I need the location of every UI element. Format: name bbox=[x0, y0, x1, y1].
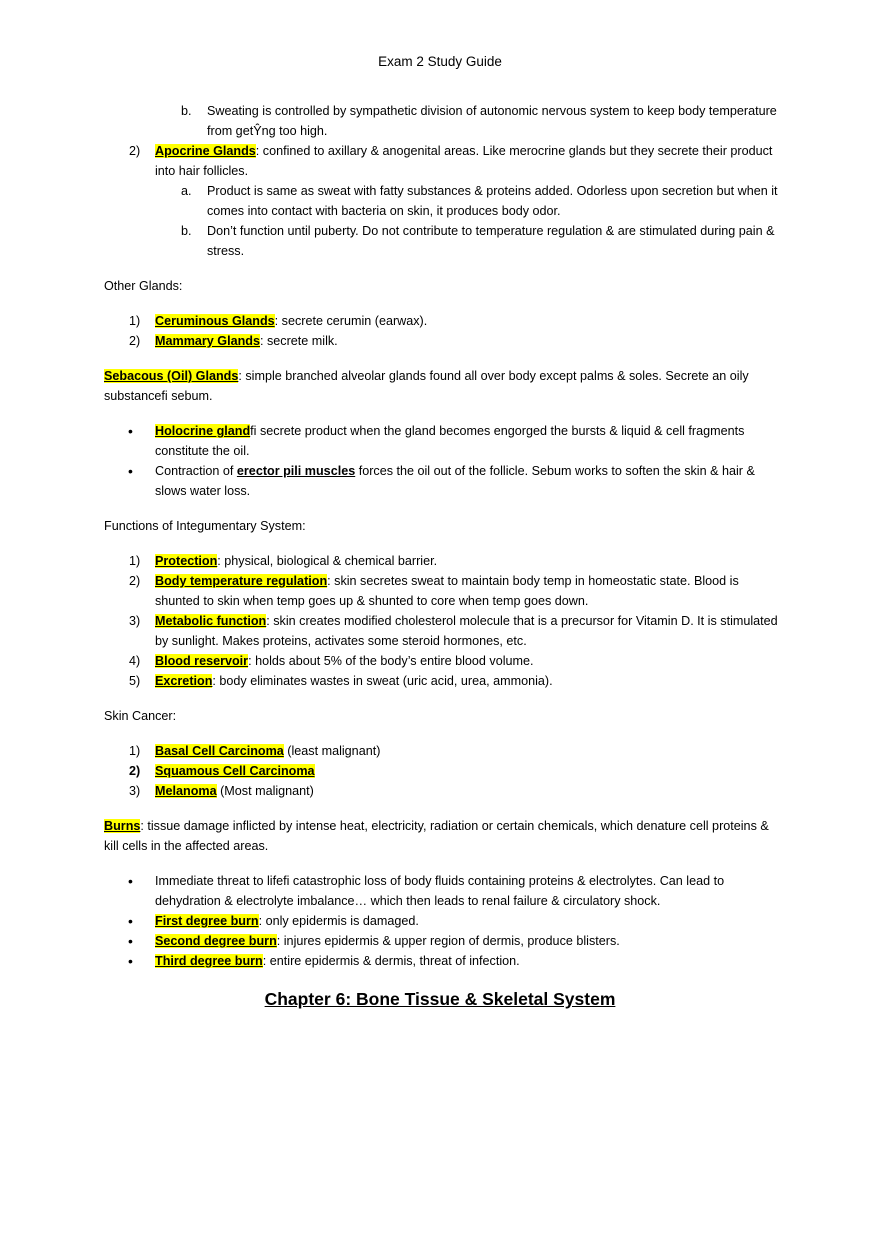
list-marker: 2) bbox=[129, 334, 141, 348]
list-item bbox=[104, 221, 784, 261]
term: Excretion bbox=[155, 674, 213, 688]
bullet-item bbox=[104, 421, 784, 461]
term-sebaceous-glands: Sebacous (Oil) Glands bbox=[104, 369, 239, 383]
section-heading-functions: Functions of Integumentary System: bbox=[104, 519, 306, 533]
paragraph-text: : simple branched alveolar glands found all over body except palms & soles. Secrete an oily substanceﬁ sebum. bbox=[104, 369, 749, 403]
term: Melanoma bbox=[155, 784, 217, 798]
list-marker: 4) bbox=[129, 654, 141, 668]
list-item bbox=[104, 611, 784, 651]
term: Mammary Glands bbox=[155, 334, 260, 348]
list-marker: 3) bbox=[129, 784, 141, 798]
list-item bbox=[104, 331, 784, 351]
bullet-icon: • bbox=[128, 913, 133, 929]
bullet-icon: • bbox=[128, 423, 133, 439]
term-burns: Burns bbox=[104, 819, 141, 833]
list-marker: b. bbox=[181, 104, 192, 118]
list-item bbox=[104, 671, 784, 691]
term: Squamous Cell Carcinoma bbox=[155, 764, 315, 778]
list-item bbox=[104, 651, 784, 671]
list-marker: 1) bbox=[129, 314, 141, 328]
bullet-item bbox=[104, 951, 784, 971]
list-item-text: (Most malignant) bbox=[216, 784, 314, 798]
list-item-text: : confined to axillary & anogenital areas. Like merocrine glands but they secrete their product into hair follicles. bbox=[155, 144, 773, 178]
list-item bbox=[104, 761, 784, 781]
list-item bbox=[104, 741, 784, 761]
list-marker: b. bbox=[181, 224, 192, 238]
list-item-apocrine bbox=[104, 141, 784, 181]
list-marker: 1) bbox=[129, 554, 141, 568]
bullet-icon: • bbox=[128, 873, 133, 889]
bullet-icon: • bbox=[128, 463, 133, 479]
term: Second degree burn bbox=[155, 934, 277, 948]
term: Basal Cell Carcinoma bbox=[155, 744, 284, 758]
paragraph-sebaceous bbox=[104, 366, 784, 406]
term-holocrine-gland: Holocrine gland bbox=[155, 424, 251, 438]
list-item-text: : skin secretes sweat to maintain body temp in homeostatic state. Blood is shunted to skin when temp goes up & shunted to core when temp goes down. bbox=[155, 574, 739, 608]
term: Blood reservoir bbox=[155, 654, 249, 668]
list-item-text: (least malignant) bbox=[283, 744, 381, 758]
term-erector-pili-muscles: erector pili muscles bbox=[236, 464, 356, 478]
bullet-item bbox=[104, 871, 784, 911]
bullet-text: : only epidermis is damaged. bbox=[258, 914, 419, 928]
list-item bbox=[104, 181, 784, 221]
list-item bbox=[104, 571, 784, 611]
bullet-text: : entire epidermis & dermis, threat of infection. bbox=[262, 954, 520, 968]
section-heading-other-glands: Other Glands: bbox=[104, 279, 183, 293]
list-item-text: Sweating is controlled by sympathetic division of autonomic nervous system to keep body temperature from getŶng too high. bbox=[207, 104, 777, 138]
list-item bbox=[104, 551, 784, 571]
term: Ceruminous Glands bbox=[155, 314, 275, 328]
page-header: Exam 2 Study Guide bbox=[378, 54, 502, 69]
list-item-text: : secrete cerumin (earwax). bbox=[274, 314, 428, 328]
document-body bbox=[104, 101, 784, 971]
list-marker: 2) bbox=[129, 764, 141, 778]
bullet-text: ﬁ secrete product when the gland becomes engorged the bursts & liquid & cell fragments constitute the oil. bbox=[155, 424, 745, 458]
term: Third degree burn bbox=[155, 954, 263, 968]
list-item-text: : secrete milk. bbox=[260, 334, 338, 348]
chapter-heading: Chapter 6: Bone Tissue & Skeletal System bbox=[264, 989, 616, 1009]
list-item-text: : holds about 5% of the body’s entire blood volume. bbox=[248, 654, 534, 668]
list-item-text: Product is same as sweat with fatty substances & proteins added. Odorless upon secretion but when it comes into contact with bacteria on skin, it produces body odor. bbox=[207, 184, 778, 218]
term: Metabolic function bbox=[155, 614, 267, 628]
paragraph-text: : tissue damage inflicted by intense heat, electricity, radiation or certain chemicals, which denature cell proteins & kill cells in the affected areas. bbox=[104, 819, 769, 853]
bullet-icon: • bbox=[128, 933, 133, 949]
bullet-text: : injures epidermis & upper region of dermis, produce blisters. bbox=[276, 934, 620, 948]
list-item bbox=[104, 781, 784, 801]
list-item-text: : body eliminates wastes in sweat (uric acid, urea, ammonia). bbox=[212, 674, 553, 688]
list-marker: 2) bbox=[129, 144, 141, 158]
list-marker: 2) bbox=[129, 574, 141, 588]
list-item bbox=[104, 101, 784, 141]
term: Body temperature regulation bbox=[155, 574, 328, 588]
bullet-icon: • bbox=[128, 953, 133, 969]
list-item bbox=[104, 311, 784, 331]
term: First degree burn bbox=[155, 914, 259, 928]
list-marker: 3) bbox=[129, 614, 141, 628]
bullet-text: Immediate threat to lifeﬁ catastrophic loss of body fluids containing proteins & electrolytes. Can lead to dehydration & electrolyte imbalance… which then leads to renal failure & circulatory shock. bbox=[155, 874, 725, 908]
section-heading-skin-cancer: Skin Cancer: bbox=[104, 709, 177, 723]
list-marker: 5) bbox=[129, 674, 141, 688]
list-marker: a. bbox=[181, 184, 192, 198]
term-apocrine-glands: Apocrine Glands bbox=[155, 144, 256, 158]
bullet-item bbox=[104, 461, 784, 501]
bullet-text: Contraction of bbox=[155, 464, 237, 478]
list-item-text: : physical, biological & chemical barrier. bbox=[217, 554, 438, 568]
bullet-item bbox=[104, 911, 784, 931]
paragraph-burns bbox=[104, 816, 784, 856]
list-item-text: Don’t function until puberty. Do not contribute to temperature regulation & are stimulated during pain & stress. bbox=[207, 224, 775, 258]
bullet-item bbox=[104, 931, 784, 951]
term: Protection bbox=[155, 554, 218, 568]
list-marker: 1) bbox=[129, 744, 141, 758]
list-item-text: : skin creates modified cholesterol molecule that is a precursor for Vitamin D. It is stimulated by sunlight. Makes proteins, activates some steroid hormones, etc. bbox=[155, 614, 778, 648]
bullet-text: forces the oil out of the follicle. Sebum works to soften the skin & hair & slows water loss. bbox=[155, 464, 755, 498]
